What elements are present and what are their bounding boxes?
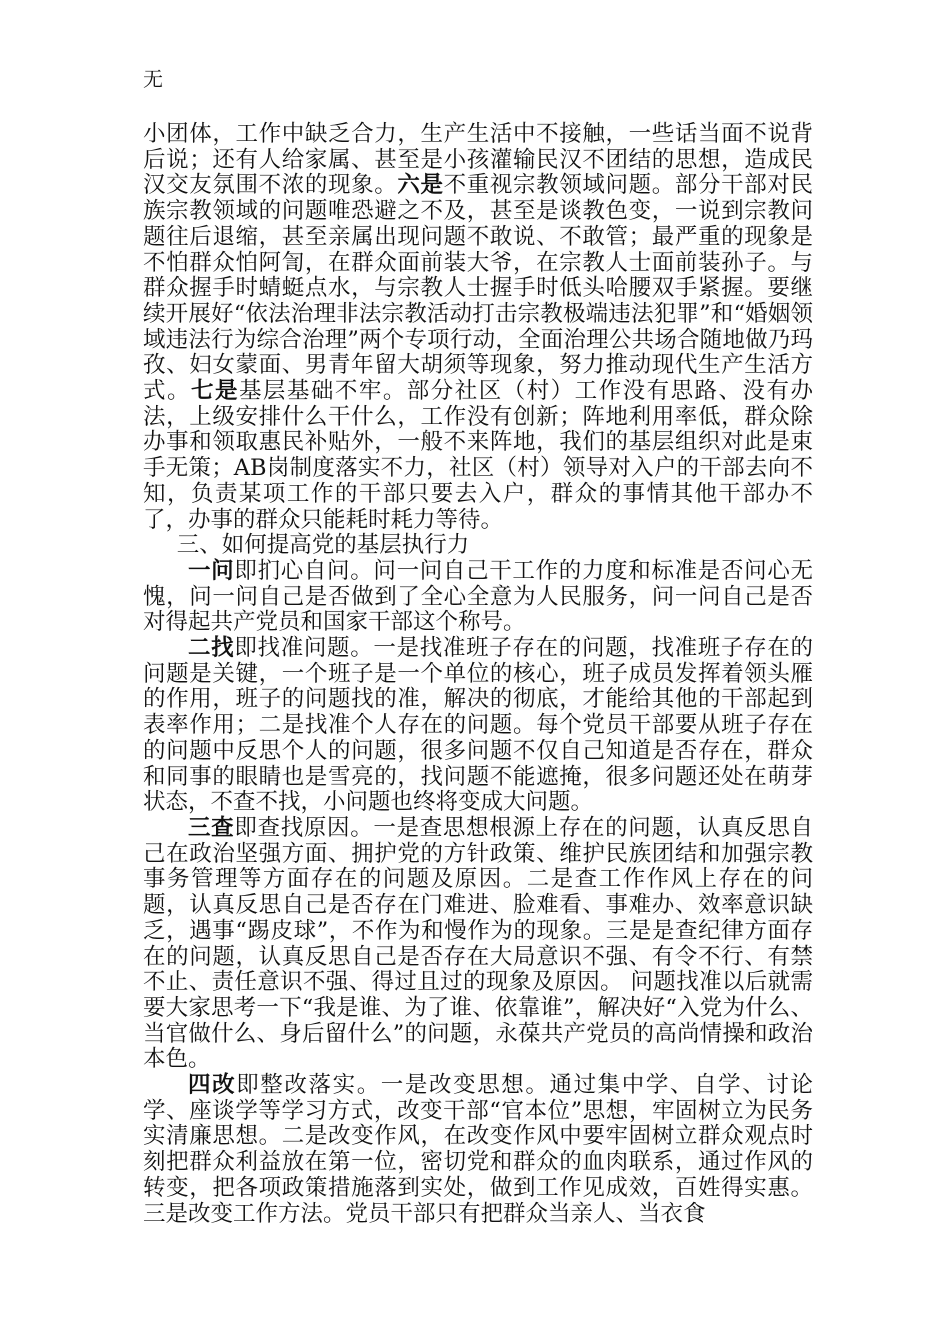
paragraph-rectify: [143, 1073, 813, 1227]
keyword-find: 二找: [188, 635, 235, 662]
keyword-ask: 一问: [188, 557, 235, 584]
paragraph-text: 即整改落实。一是改变思想。通过集中学、自学、讨论学、座谈学等学习方式，改变干部“官本位”思想，牢固树立为民务实清廉思想。二是改变作风，在改变作风中要牢固树立群众观点时刻把群众利益放在第一位，密切党和群众的血肉联系，通过作风的转变，把各项政策措施落到实处，做到工作见成效，百姓得实惠。三是改变工作方法。党员干部只有把群众当亲人、当衣食: [143, 1072, 813, 1227]
document-body: [143, 122, 813, 1227]
paragraph-check: [143, 816, 813, 1073]
paragraph-text: 不重视宗教领域问题。部分干部对民族宗教领域的问题唯恐避之不及，甚至是谈教色变，一说到宗教问题往后退缩，甚至亲属出现问题不敢说、不敢管；最严重的现象是不怕群众怕阿訇，在群众面前装大爷，在宗教人士面前装孙子。与群众握手时蜻蜓点水，与宗教人士握手时低头哈腰双手紧握。要继续开展好“依法治理非法宗教活动打击宗教极端违法犯罪”和“婚姻领域违法行为综合治理”两个专项行动，全面治理公共场合随地做乃玛孜、妇女蒙面、男青年留大胡须等现象，努力推动现代生产生活方式。: [143, 172, 813, 405]
paragraph-text: 即找准问题。一是找准班子存在的问题，找准班子存在的问题是关键，一个班子是一个单位的核心，班子成员发挥着领头雁的作用，班子的问题找的准，解决的彻底，才能给其他的干部起到表率作用；二是找准个人存在的问题。每个党员干部要从班子存在的问题中反思个人的问题，很多问题不仅自己知道是否存在，群众和同事的眼睛也是雪亮的，找问题不能遮掩，很多问题还处在萌芽状态，不查不找，小问题也终将变成大问题。: [143, 635, 813, 816]
keyword-rectify: 四改: [188, 1072, 237, 1099]
keyword-check: 三查: [188, 814, 235, 841]
paragraph-text: 小团体，工作中缺乏合力，生产生活中不接触，一些话当面不说背后说；还有人给家属、甚至是小孩灌输民汉不团结的思想，造成民汉交友氛围不浓的现象。: [143, 121, 813, 199]
keyword-seven: 七是: [190, 378, 239, 405]
paragraph-text: 基层基础不牢。部分社区（村）工作没有思路、没有办法，上级安排什么干什么，工作没有创新；阵地利用率低，群众除办事和领取惠民补贴外，一般不来阵地，我们的基层组织对此是束手无策；AB岗制度落实不力，社区（村）领导对入户的干部去向不知，负责某项工作的干部只要去入户，群众的事情其他干部办不了，办事的群众只能耗时耗力等待。: [143, 378, 813, 533]
keyword-six: 六是: [397, 172, 444, 199]
paragraph-find: [143, 636, 813, 816]
paragraph-text: 即查找原因。一是查思想根源上存在的问题，认真反思自己在政治坚强方面、拥护党的方针政策、维护民族团结和加强宗教事务管理等方面存在的问题及原因。二是查工作作风上存在的问题，认真反思自己是否存在门难进、脸难看、事难办、效率意识缺乏，遇事“踢皮球”，不作为和慢作为的现象。三是是查纪律方面存在的问题，认真反思自己是否存在大局意识不强、有令不行、有禁不止、责任意识不强、得过且过的现象及原因。 问题找准以后就需要大家思考一下“我是谁、为了谁、依靠谁”，解决好“入党为什么、当官做什么、身后留什么”的问题，永葆共产党员的高尚情操和政治本色。: [143, 814, 813, 1073]
paragraph-ask: [143, 559, 813, 636]
section-heading: 三、如何提高党的基层执行力: [176, 532, 470, 559]
page-header: 无: [143, 67, 163, 91]
paragraph-problems-continued: [143, 122, 813, 533]
paragraph-text: 即扪心自问。问一问自己干工作的力度和标准是否问心无愧，问一问自己是否做到了全心全意为人民服务，问一问自己是否对得起共产党员和国家干部这个称号。: [143, 557, 813, 636]
